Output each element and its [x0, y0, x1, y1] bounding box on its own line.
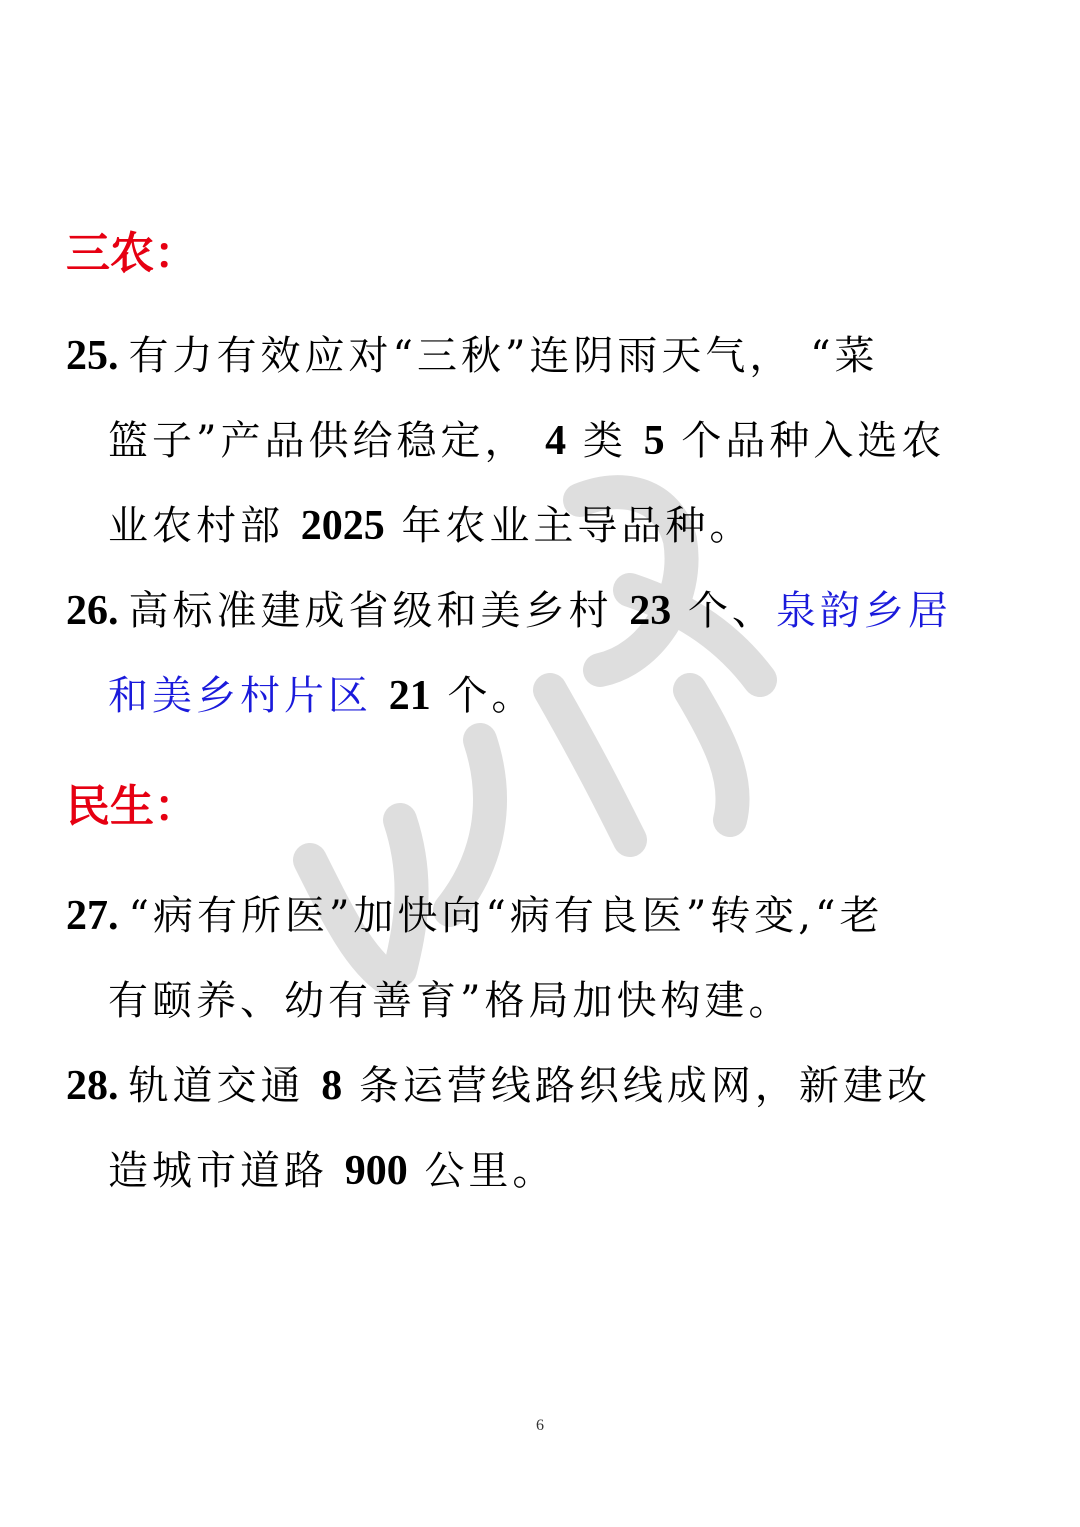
- item-text: 篮子”产品供给稳定，: [108, 418, 529, 464]
- list-item-27: [66, 874, 1016, 1044]
- item-text: 个、: [687, 588, 776, 634]
- item-line: [66, 654, 1016, 739]
- item-text: 个品种入选农: [681, 418, 946, 464]
- item-figure: 2025: [300, 503, 385, 549]
- item-text: 造城市道路: [108, 1148, 328, 1194]
- page-number: 6: [536, 1417, 544, 1434]
- item-line: [66, 314, 1016, 399]
- item-text: 条运营线路织线成网，新建改: [358, 1063, 931, 1109]
- item-line: [66, 399, 1016, 484]
- item-figure: 23: [629, 588, 672, 634]
- item-text: 轨道交通: [128, 1063, 305, 1109]
- item-line: [66, 959, 1016, 1044]
- item-text: 公里。: [424, 1148, 557, 1194]
- item-line: [66, 1044, 1016, 1129]
- item-text: 个。: [447, 673, 536, 719]
- list-item-26: [66, 569, 1016, 739]
- item-text: 业农村部: [108, 503, 284, 549]
- item-line: [66, 874, 1016, 959]
- item-text: 高标准建成省级和美乡村: [128, 588, 613, 634]
- item-text: 年农业主导品种。: [401, 503, 754, 549]
- item-number: 28.: [66, 1063, 119, 1109]
- item-figure: 900: [344, 1148, 408, 1194]
- item-figure: 8: [321, 1063, 343, 1109]
- item-number: 27.: [66, 893, 119, 939]
- highlight-link-part2[interactable]: 和美乡村片区: [108, 673, 372, 719]
- item-text: “病有所医”加快向“病有良医”转变,“老: [128, 893, 884, 939]
- item-number: 25.: [66, 333, 119, 379]
- section-heading-sannong: 三农：: [66, 228, 198, 279]
- item-line: [66, 484, 1016, 569]
- item-figure: 21: [388, 673, 431, 719]
- highlight-link-part1[interactable]: 泉韵乡居: [775, 588, 952, 634]
- list-item-25: [66, 314, 1016, 569]
- item-text: 类: [582, 418, 627, 464]
- item-line: [66, 1129, 1016, 1214]
- list-item-28: [66, 1044, 1016, 1214]
- item-line: [66, 569, 1016, 654]
- item-text: 有颐养、幼有善育”格局加快构建。: [108, 978, 793, 1024]
- item-number: 26.: [66, 588, 119, 634]
- item-figure: 4: [545, 418, 567, 464]
- item-text: 有力有效应对“三秋”连阴雨天气， “菜: [128, 333, 879, 379]
- item-figure: 5: [643, 418, 665, 464]
- section-heading-minsheng: 民生：: [66, 781, 198, 832]
